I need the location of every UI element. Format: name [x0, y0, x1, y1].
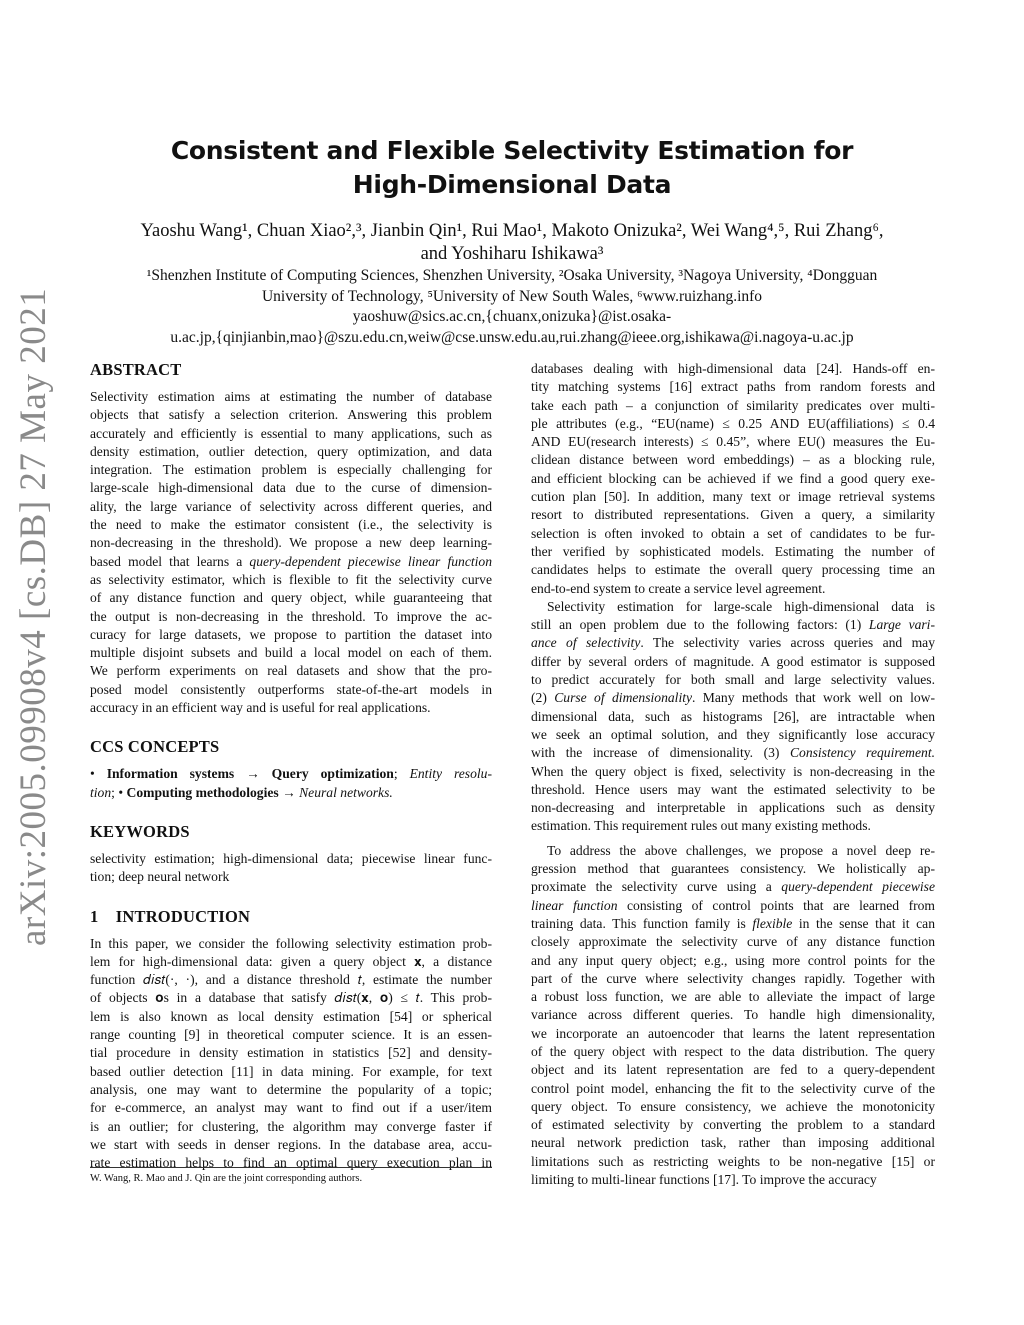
title-line-2: High-Dimensional Data	[352, 170, 672, 199]
intro-line: tial procedure in density estimation in statistics [52] and density-	[90, 1045, 492, 1061]
body-line: AND EU(research interests) ≤ 0.45”, where EU() measures the Eu-	[531, 434, 935, 450]
body-line: resort to distributed representations. Given a query, a similarity	[531, 507, 935, 523]
body-line: a robust loss function, we are able to alleviate the impact of large	[531, 989, 935, 1005]
right-paragraph-2	[531, 598, 935, 836]
body-fragment: still an open problem due to the following factors: (1)	[531, 617, 869, 633]
keywords-text	[90, 850, 492, 887]
intro-line: lem for high-dimensional data: given a query object 𝐱, a distance	[90, 953, 492, 969]
body-emphasis: linear function	[531, 897, 618, 913]
body-line	[531, 744, 935, 762]
body-line: differ by several orders of magnitude. A good estimator is supposed	[531, 653, 935, 669]
body-line: ther verified by sophisticated models. Estimating the number of	[531, 543, 935, 559]
ccs-computing-methodologies: Computing methodologies	[126, 784, 279, 800]
authors-line-2: and Yoshiharu Ishikawa³	[420, 244, 604, 264]
body-line: to predict accurately for both small and large selectivity values.	[531, 672, 935, 688]
introduction-section	[90, 907, 492, 1173]
body-line: of estimated selectivity by converting the problem to a standard	[531, 1117, 935, 1133]
body-line	[531, 634, 935, 652]
abstract-line	[90, 553, 492, 571]
abstract-line: We perform experiments on real datasets and show that the pro-	[90, 663, 492, 679]
body-emphasis: query-dependent piecewise	[781, 879, 935, 895]
footnote-divider	[90, 1167, 492, 1168]
body-line: threshold. Hence users may want the estimated selectivity to be	[531, 781, 935, 797]
body-line: part of the curve where selectivity changes rapidly. Together with	[531, 970, 935, 986]
body-line: clidean distance between word embeddings) – as a blocking rule,	[531, 452, 935, 468]
body-line: limiting to multi-linear functions [17]. To improve the accuracy	[531, 1172, 877, 1188]
ccs-neural-networks: Neural networks.	[299, 784, 393, 800]
abstract-line: curacy for large datasets, we propose to partition the dataset into	[90, 626, 492, 642]
ccs-section	[90, 737, 492, 802]
left-column	[90, 360, 492, 1186]
intro-line: lem is also known as local density estimation [54] or spherical	[90, 1008, 492, 1024]
bullet-icon: •	[90, 766, 95, 782]
title-line-1: Consistent and Flexible Selectivity Estimation for	[170, 136, 854, 165]
abstract-line: multiple disjoint subsets and build a local model on each of them.	[90, 645, 492, 661]
body-line: gression method that guarantees consistency. We holistically ap-	[531, 861, 935, 877]
keywords-heading: KEYWORDS	[90, 821, 190, 841]
introduction-heading: 1 INTRODUCTION	[90, 906, 251, 926]
abstract-line: objects that satisfy a selection criterion. Answering this problem	[90, 407, 492, 423]
body-line: end-to-end system to create a service level agreement.	[531, 580, 826, 596]
body-line	[531, 689, 935, 707]
body-line: cution plan [50]. In addition, many text or image retrieval systems	[531, 489, 935, 505]
body-emphasis: ance of selectivity	[531, 635, 641, 651]
body-fragment: with the increase of dimensionality. (3)	[531, 745, 790, 761]
body-line: tity matching systems [16] extract paths from random forests and	[531, 379, 935, 395]
abstract-line: of any distance function and query object, while guaranteeing that	[90, 590, 492, 606]
body-fragment: proximate the selectivity curve using a	[531, 879, 782, 895]
body-line	[531, 897, 935, 915]
body-line: and efficient blocking can be achieved if we find a good query exe-	[531, 470, 935, 486]
body-line: neural network prediction task, rather than imposing additional	[531, 1135, 935, 1151]
body-line: non-decreasing and interpretable in applications such as density	[531, 800, 935, 816]
body-fragment: training data. This function family is	[531, 915, 753, 931]
ccs-info-systems: Information systems	[106, 766, 235, 782]
body-line: object and its latent representation are fed to a query-dependent	[531, 1062, 935, 1078]
abstract-emphasis: query-dependent piecewise linear function	[249, 553, 492, 569]
body-line: Selectivity estimation for large-scale high-dimensional data is	[547, 598, 935, 614]
ccs-text	[90, 765, 492, 802]
abstract-line: the output is non-decreasing in the threshold. To improve the ac-	[90, 608, 492, 624]
ccs-line-1	[90, 765, 492, 783]
ccs-separator: ;	[393, 766, 398, 782]
affiliations	[90, 266, 934, 348]
body-line: candidates helps to estimate the overall query processing time an	[531, 562, 935, 578]
body-line: query object. To ensure consistency, we achieve the monotonicity	[531, 1098, 935, 1114]
right-paragraph-3	[531, 842, 935, 1190]
abstract-line: posed model consistently outperforms state-of-the-art models in	[90, 681, 492, 697]
body-line: of the query object with respect to the data distribution. The query	[531, 1043, 935, 1059]
body-fragment: . Many methods that work well on low-	[692, 690, 935, 706]
intro-line: is an outlier; for clustering, the algorithm may converge faster if	[90, 1118, 492, 1134]
abstract-line: ality, the large variance of selectivity across different queries, and	[90, 498, 492, 514]
body-line: ple attributes (e.g., “EU(name) ≤ 0.25 AND EU(affiliations) ≤ 0.4	[531, 415, 935, 431]
email-line-1: yaoshuw@sics.ac.cn,{chuanx,onizuka}@ist.osaka-	[352, 308, 672, 325]
abstract-line: non-decreasing in the threshold). We propose a new deep learning-	[90, 535, 492, 551]
body-line	[531, 616, 935, 634]
body-line	[531, 878, 935, 896]
body-fragment: in the sense that it can	[792, 915, 935, 931]
body-line: To address the above challenges, we propose a novel deep re-	[547, 842, 935, 858]
abstract-heading: ABSTRACT	[90, 360, 182, 379]
introduction-text	[90, 935, 492, 1173]
body-line: When the query object is fixed, selectivity is non-decreasing in the	[531, 763, 935, 779]
right-paragraph-1	[531, 360, 935, 598]
abstract-line: accurately and efficiently is essential to many applications, such as	[90, 425, 492, 441]
intro-line: we start with seeds in denser regions. In the database area, accu-	[90, 1136, 492, 1152]
abstract-line: integration. The estimation problem is especially challenging for	[90, 462, 492, 478]
body-line: we incorporate an autoencoder that learns the latent representation	[531, 1025, 935, 1041]
body-line: databases dealing with high-dimensional data [24]. Hands-off en-	[531, 361, 935, 376]
intro-line: range counting [9] in theoretical computer science. It is an essen-	[90, 1027, 492, 1043]
body-line: dimensional data, such as histograms [26], are intractable when	[531, 708, 935, 724]
body-line: variance across different queries. To handle high dimensionality,	[531, 1007, 935, 1023]
authors-line-1: Yaoshu Wang¹, Chuan Xiao²,³, Jianbin Qin¹, Rui Mao¹, Makoto Onizuka², Wei Wang⁴,⁵, Rui Zhang⁶,	[140, 221, 884, 241]
abstract-line: large-scale high-dimensional data due to the curse of dimension-	[90, 480, 492, 496]
keywords-section	[90, 822, 492, 887]
abstract-section	[90, 360, 492, 717]
abstract-line: density estimation, outlier detection, query optimization, and data	[90, 443, 492, 459]
body-line: we seek an optimal solution, and they significantly lose accuracy	[531, 726, 935, 742]
body-fragment: (2)	[531, 690, 555, 706]
intro-line: function 𝑑𝑖𝑠𝑡(·, ·), and a distance threshold 𝑡, estimate the number	[90, 972, 492, 988]
body-emphasis: Curse of dimensionality	[554, 690, 693, 706]
ccs-query-optimization: Query optimization	[271, 766, 394, 782]
footnote: W. Wang, R. Mao and J. Qin are the joint corresponding authors.	[90, 1173, 363, 1184]
right-column	[531, 360, 935, 1189]
abstract-line: Selectivity estimation aims at estimating the number of database	[90, 389, 492, 404]
email-line-2: u.ac.jp,{qinjianbin,mao}@szu.edu.cn,weiw@cse.unsw.edu.au,rui.zhang@ieee.org,ishikawa@i.nagoya-u.ac.jp	[170, 328, 854, 346]
author-list	[90, 220, 934, 266]
intro-line: based outlier detection [11] in data mining. For example, for text	[90, 1063, 492, 1079]
ccs-separator: ;	[111, 784, 115, 800]
body-line: selection is often invoked to obtain a set of candidates to be fur-	[531, 525, 935, 541]
intro-line: In this paper, we consider the following selectivity estimation prob-	[90, 935, 492, 951]
abstract-line: as selectivity estimator, which is flexible to fit the selectivity curve	[90, 571, 492, 587]
body-line	[531, 915, 935, 933]
intro-line: of objects 𝐨s in a database that satisfy 𝑑𝑖𝑠𝑡(𝐱, 𝐨) ≤ 𝑡. This prob-	[90, 990, 492, 1006]
ccs-entity-resolution-cont: tion	[90, 784, 112, 800]
abstract-line: accuracy in an efficient way and is useful for real applications.	[90, 700, 431, 716]
affiliation-line-1: ¹Shenzhen Institute of Computing Sciences, Shenzhen University, ²Osaka University, ³Nagoya University, ⁴Dongguan	[146, 267, 878, 284]
ccs-entity-resolution: Entity resolu-	[409, 766, 492, 782]
body-line: estimation. This requirement rules out many existing methods.	[531, 818, 871, 834]
intro-line: for e-commerce, an analyst may want to find out if a user/item	[90, 1100, 492, 1116]
intro-line: analysis, one may want to determine the popularity of a topic;	[90, 1081, 492, 1097]
body-line: limitations such as restricting weights to be non-negative [15] or	[531, 1153, 935, 1169]
arxiv-identifier: arXiv:2005.09908v4 [cs.DB] 27 May 2021	[13, 287, 54, 946]
body-line: control point model, enhancing the fit to the selectivity curve of the	[531, 1080, 935, 1096]
abstract-text	[90, 388, 492, 717]
bullet-icon: •	[118, 784, 124, 800]
body-line: take each path – a conjunction of similarity predicates over multi-	[531, 397, 935, 413]
body-emphasis: Large vari-	[868, 617, 935, 633]
body-line: closely approximate the selectivity curve of any distance function	[531, 934, 935, 950]
affiliation-line-2: University of Technology, ⁵University of New South Wales, ⁶www.ruizhang.info	[261, 287, 763, 305]
body-line: and any input query object; e.g., using more control points for the	[531, 952, 935, 968]
ccs-heading: CCS CONCEPTS	[90, 737, 220, 757]
body-fragment: . The selectivity varies across queries and may	[640, 635, 935, 651]
abstract-fragment: based model that learns a	[90, 553, 250, 569]
keywords-line-1: selectivity estimation; high-dimensional data; piecewise linear func-	[90, 850, 492, 866]
intro-line: rate estimation helps to find an optimal query execution plan in	[90, 1155, 492, 1171]
body-emphasis: flexible	[752, 915, 793, 931]
arrow-icon: →	[246, 766, 260, 782]
keywords-line-2: tion; deep neural network	[90, 869, 230, 885]
paper-title	[90, 134, 934, 202]
abstract-line: the need to make the estimator consistent (i.e., the selectivity is	[90, 517, 492, 533]
body-emphasis: Consistency requirement.	[789, 745, 936, 761]
body-fragment: consisting of control points that are learned from	[617, 897, 935, 913]
ccs-line-2	[90, 784, 492, 802]
arrow-icon: →	[282, 784, 296, 800]
